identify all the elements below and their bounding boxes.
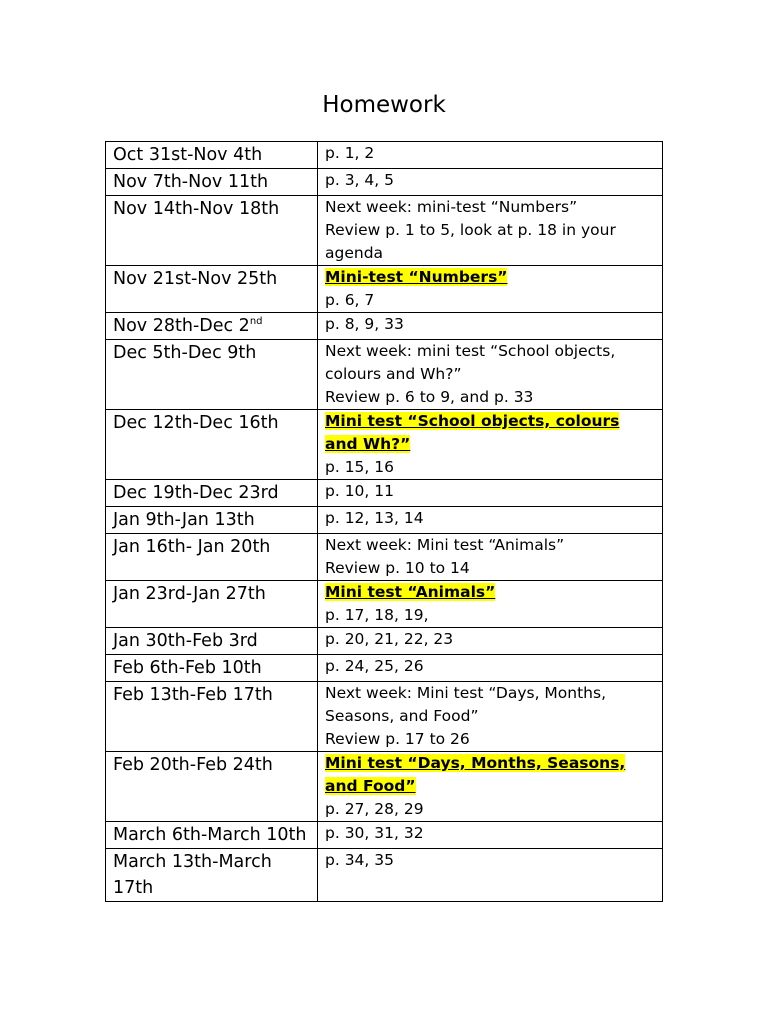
homework-text: p. 3, 4, 5 xyxy=(325,171,394,189)
homework-line xyxy=(325,604,656,627)
mini-test-text: Mini test “Days, Months, Seasons, and Food” xyxy=(325,754,626,795)
week-cell xyxy=(106,169,318,196)
homework-text: Review p. 17 to 26 xyxy=(325,730,470,748)
week-label: Nov 14th-Nov 18th xyxy=(113,199,280,219)
mini-test-text: Mini-test “Numbers” xyxy=(325,268,508,286)
homework-cell xyxy=(318,682,663,752)
homework-line xyxy=(325,456,656,479)
table-row xyxy=(106,822,663,849)
homework-cell xyxy=(318,480,663,507)
homework-line xyxy=(325,313,656,336)
homework-cell xyxy=(318,581,663,628)
homework-cell xyxy=(318,142,663,169)
week-label: Jan 30th-Feb 3rd xyxy=(113,631,258,651)
homework-cell xyxy=(318,169,663,196)
homework-cell xyxy=(318,822,663,849)
week-cell xyxy=(106,752,318,822)
homework-cell xyxy=(318,534,663,581)
homework-cell xyxy=(318,628,663,655)
homework-text: Review p. 1 to 5, look at p. 18 in your agenda xyxy=(325,221,616,262)
table-row xyxy=(106,480,663,507)
week-cell xyxy=(106,480,318,507)
homework-text: Next week: Mini test “Days, Months, Seasons, and Food” xyxy=(325,684,607,725)
table-row xyxy=(106,655,663,682)
homework-line xyxy=(325,534,656,557)
table-row xyxy=(106,507,663,534)
week-label: Oct 31st-Nov 4th xyxy=(113,145,263,165)
week-label: Jan 23rd-Jan 27th xyxy=(113,584,266,604)
homework-cell xyxy=(318,849,663,902)
homework-text: Next week: mini test “School objects, colours and Wh?” xyxy=(325,342,616,383)
homework-cell xyxy=(318,507,663,534)
week-label: Nov 21st-Nov 25th xyxy=(113,269,278,289)
homework-line xyxy=(325,386,656,409)
homework-text: Review p. 10 to 14 xyxy=(325,559,470,577)
week-label-superscript: nd xyxy=(249,316,263,328)
week-label: March 6th-March 10th xyxy=(113,825,307,845)
homework-cell xyxy=(318,266,663,313)
homework-line xyxy=(325,628,656,651)
homework-line xyxy=(325,798,656,821)
homework-text: p. 24, 25, 26 xyxy=(325,657,424,675)
homework-text: p. 10, 11 xyxy=(325,482,394,500)
table-row xyxy=(106,196,663,266)
homework-text: p. 6, 7 xyxy=(325,291,375,309)
table-row xyxy=(106,581,663,628)
week-cell xyxy=(106,534,318,581)
week-label: Dec 19th-Dec 23rd xyxy=(113,483,279,503)
homework-cell xyxy=(318,410,663,480)
homework-cell xyxy=(318,752,663,822)
table-row xyxy=(106,142,663,169)
table-row xyxy=(106,628,663,655)
homework-text: p. 20, 21, 22, 23 xyxy=(325,630,454,648)
week-cell xyxy=(106,628,318,655)
table-row xyxy=(106,410,663,480)
homework-cell xyxy=(318,655,663,682)
week-cell xyxy=(106,849,318,902)
week-label: Jan 16th- Jan 20th xyxy=(113,537,271,557)
homework-text: p. 1, 2 xyxy=(325,144,375,162)
table-row xyxy=(106,849,663,902)
week-cell xyxy=(106,507,318,534)
week-cell xyxy=(106,196,318,266)
homework-line xyxy=(325,289,656,312)
homework-table xyxy=(105,141,663,902)
mini-test-text: Mini test “Animals” xyxy=(325,583,496,601)
mini-test-line xyxy=(325,581,656,604)
homework-line xyxy=(325,728,656,751)
week-cell xyxy=(106,340,318,410)
homework-cell xyxy=(318,313,663,340)
homework-line xyxy=(325,655,656,678)
week-label: Nov 7th-Nov 11th xyxy=(113,172,269,192)
week-label: March 13th-March 17th xyxy=(113,852,272,898)
week-label: Nov 28th-Dec 2 xyxy=(113,316,250,336)
week-label: Feb 6th-Feb 10th xyxy=(113,658,262,678)
homework-text: p. 30, 31, 32 xyxy=(325,824,424,842)
mini-test-line xyxy=(325,752,656,798)
week-cell xyxy=(106,313,318,340)
week-cell xyxy=(106,822,318,849)
week-cell xyxy=(106,266,318,313)
homework-table-body xyxy=(106,142,663,902)
homework-line xyxy=(325,169,656,192)
week-label: Feb 13th-Feb 17th xyxy=(113,685,273,705)
homework-text: p. 34, 35 xyxy=(325,851,394,869)
table-row xyxy=(106,169,663,196)
table-row xyxy=(106,682,663,752)
homework-line xyxy=(325,142,656,165)
table-row xyxy=(106,752,663,822)
week-label: Feb 20th-Feb 24th xyxy=(113,755,273,775)
table-row xyxy=(106,534,663,581)
homework-text: p. 12, 13, 14 xyxy=(325,509,424,527)
week-label: Jan 9th-Jan 13th xyxy=(113,510,255,530)
page-title: Homework xyxy=(322,92,446,118)
mini-test-line xyxy=(325,266,656,289)
homework-line xyxy=(325,480,656,503)
homework-text: p. 27, 28, 29 xyxy=(325,800,424,818)
homework-text: p. 17, 18, 19, xyxy=(325,606,429,624)
homework-line xyxy=(325,682,656,728)
homework-text: p. 8, 9, 33 xyxy=(325,315,404,333)
homework-line xyxy=(325,196,656,219)
table-row xyxy=(106,313,663,340)
homework-cell xyxy=(318,340,663,410)
homework-text: Next week: Mini test “Animals” xyxy=(325,536,565,554)
week-label: Dec 12th-Dec 16th xyxy=(113,413,279,433)
mini-test-line xyxy=(325,410,656,456)
homework-line xyxy=(325,822,656,845)
homework-line xyxy=(325,849,656,872)
week-cell xyxy=(106,410,318,480)
mini-test-text: Mini test “School objects, colours and Wh?” xyxy=(325,412,620,453)
homework-cell xyxy=(318,196,663,266)
homework-text: Next week: mini-test “Numbers” xyxy=(325,198,578,216)
week-label: Dec 5th-Dec 9th xyxy=(113,343,257,363)
homework-line xyxy=(325,507,656,530)
homework-text: Review p. 6 to 9, and p. 33 xyxy=(325,388,534,406)
week-cell xyxy=(106,581,318,628)
homework-line xyxy=(325,557,656,580)
table-row xyxy=(106,266,663,313)
week-cell xyxy=(106,655,318,682)
week-cell xyxy=(106,142,318,169)
table-row xyxy=(106,340,663,410)
homework-line xyxy=(325,340,656,386)
homework-line xyxy=(325,219,656,265)
homework-text: p. 15, 16 xyxy=(325,458,394,476)
week-cell xyxy=(106,682,318,752)
